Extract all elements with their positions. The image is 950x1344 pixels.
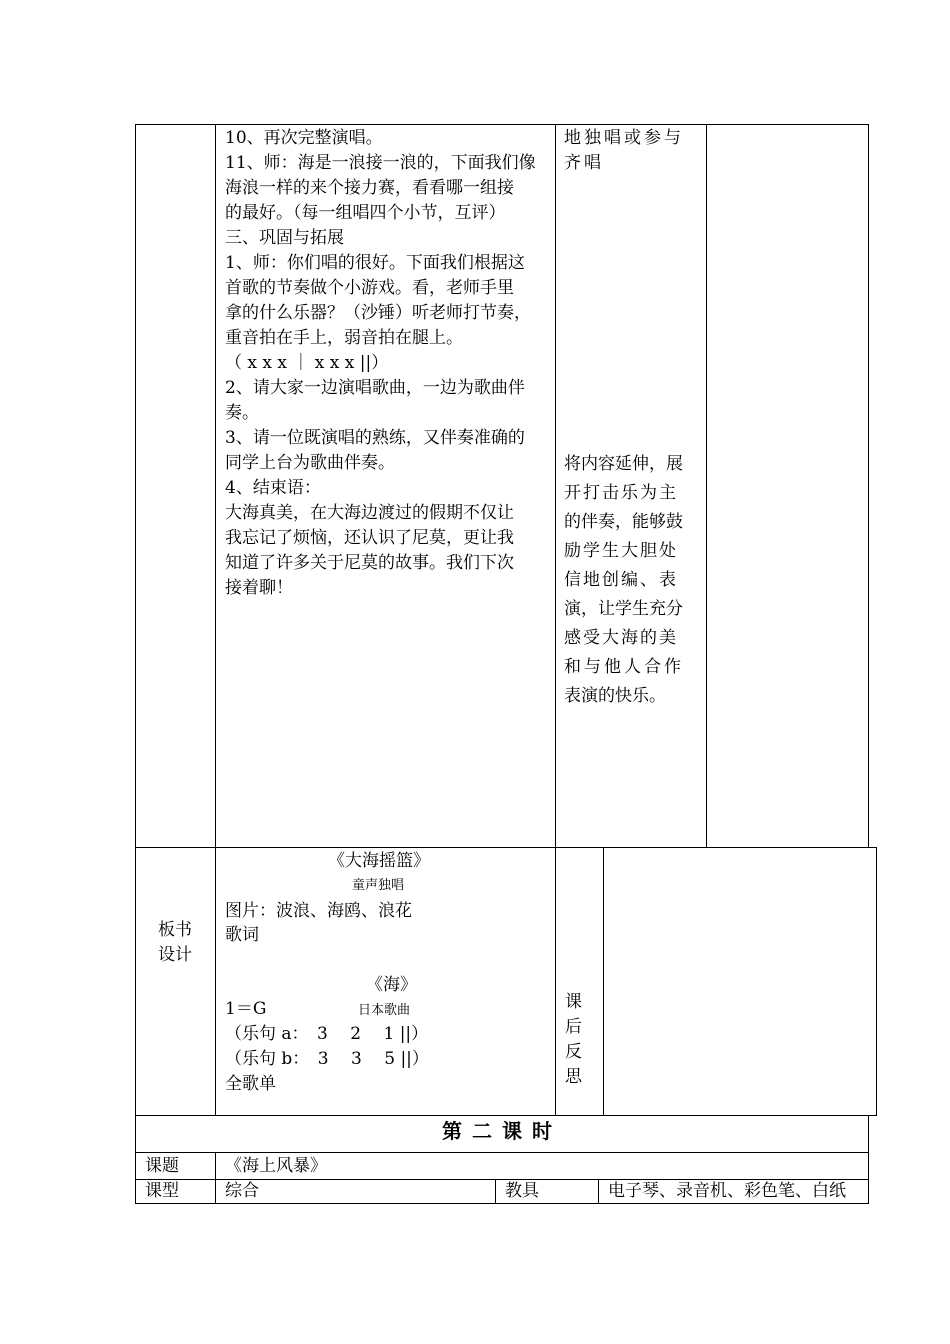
intent-line: 演，让学生充分 [564, 599, 683, 619]
process-line: 2、请大家一边演唱歌曲，一边为歌曲伴 [225, 378, 525, 398]
intent-line: 的伴奏，能够鼓 [564, 512, 683, 532]
board-label [135, 918, 215, 968]
intent-line: 感受大海的美 [564, 628, 678, 648]
process-line: 1、师：你们唱的很好。下面我们根据这 [225, 253, 525, 273]
board-lyrics: 歌词 [225, 925, 259, 945]
topic-value: 《海上风暴》 [225, 1156, 327, 1176]
process-line: 11、师：海是一浪接一浪的，下面我们像 [225, 153, 536, 173]
full-song: 全歌单 [225, 1074, 276, 1094]
process-line: 知道了许多关于尼莫的故事。我们下次 [225, 553, 514, 573]
intent-line: 开打击乐为主 [564, 483, 678, 503]
tools-label-left [495, 1179, 496, 1204]
process-line: 4、结束语： [225, 478, 321, 498]
process-line: 3、请一位既演唱的熟练，又伴奏准确的 [225, 428, 525, 448]
board-label-line2: 设计 [158, 945, 192, 965]
process-line: 的最好。（每一组唱四个小节，互评） [225, 203, 506, 223]
phrase-a: （乐句 a： 3 2 1 ||） [225, 1024, 429, 1044]
reflection-char: 课 [565, 992, 582, 1012]
tools-value-left [598, 1179, 599, 1204]
process-line: 海浪一样的来个接力赛，看看哪一组接 [225, 178, 514, 198]
heading-bottom-border [135, 1152, 869, 1153]
col-divider-1 [215, 124, 216, 1116]
reflection-char: 后 [565, 1017, 582, 1037]
reflection-divider [603, 847, 604, 1116]
board-pictures: 图片：波浪、海鸥、浪花 [225, 901, 412, 921]
board-bottom-border [135, 1115, 876, 1116]
intent-line: 齐唱 [564, 153, 604, 173]
process-line: 三、巩固与拓展 [225, 228, 344, 248]
process-line: 重音拍在手上，弱音拍在腿上。 [225, 328, 463, 348]
song2-origin: 日本歌曲 [358, 1003, 411, 1018]
process-line: 我忘记了烦恼，还认识了尼莫，更让我 [225, 528, 514, 548]
song2-key: 1＝G [225, 999, 267, 1019]
reflection-char: 反 [565, 1042, 582, 1062]
lesson2-heading: 第二课时 [442, 1119, 562, 1143]
tools-value: 电子琴、录音机、彩色笔、白纸 [608, 1181, 846, 1201]
process-line: 接着聊！ [225, 578, 293, 598]
song1-subtitle: 童声独唱 [352, 878, 405, 893]
type-label: 课型 [145, 1181, 179, 1201]
intent-line: 励学生大胆处 [564, 541, 678, 561]
board-top-border [135, 847, 876, 848]
process-line: 10、再次完整演唱。 [225, 128, 383, 148]
intent-line: 信地创编、表 [564, 570, 678, 590]
intent-line: 将内容延伸，展 [564, 454, 683, 474]
tools-label: 教具 [505, 1181, 539, 1201]
process-line: （ x x x ｜ x x x ||） [225, 353, 389, 373]
type-value: 综合 [225, 1181, 259, 1201]
table-border-top [135, 124, 869, 125]
process-line: 拿的什么乐器？（沙锤）听老师打节奏， [225, 303, 531, 323]
song1-title: 《大海摇篮》 [328, 851, 430, 871]
process-line: 首歌的节奏做个小游戏。看，老师手里 [225, 278, 514, 298]
intent-line: 和与他人合作 [564, 657, 684, 677]
process-line: 奏。 [225, 403, 259, 423]
design-intent-top [564, 126, 684, 176]
reflection-char: 思 [565, 1067, 582, 1087]
intent-line: 地独唱或参与 [564, 128, 684, 148]
process-line: 大海真美，在大海边渡过的假期不仅让 [225, 503, 514, 523]
label-divider [215, 1152, 216, 1204]
reflection-label [565, 990, 582, 1090]
design-intent-bottom [564, 450, 684, 711]
board-right-border [876, 847, 877, 1116]
topic-label: 课题 [145, 1156, 179, 1176]
process-line: 同学上台为歌曲伴奏。 [225, 453, 395, 473]
col-divider-2 [555, 124, 556, 1116]
table-border-left [135, 124, 136, 1204]
teaching-process-text [225, 126, 536, 601]
board-label-line1: 板书 [158, 920, 192, 940]
table-border-right [868, 124, 869, 847]
song2-title: 《海》 [366, 975, 417, 995]
col-divider-3 [706, 124, 707, 847]
intent-line: 表演的快乐。 [564, 686, 666, 706]
phrase-b: （乐句 b： 3 3 5 ||） [225, 1049, 429, 1069]
